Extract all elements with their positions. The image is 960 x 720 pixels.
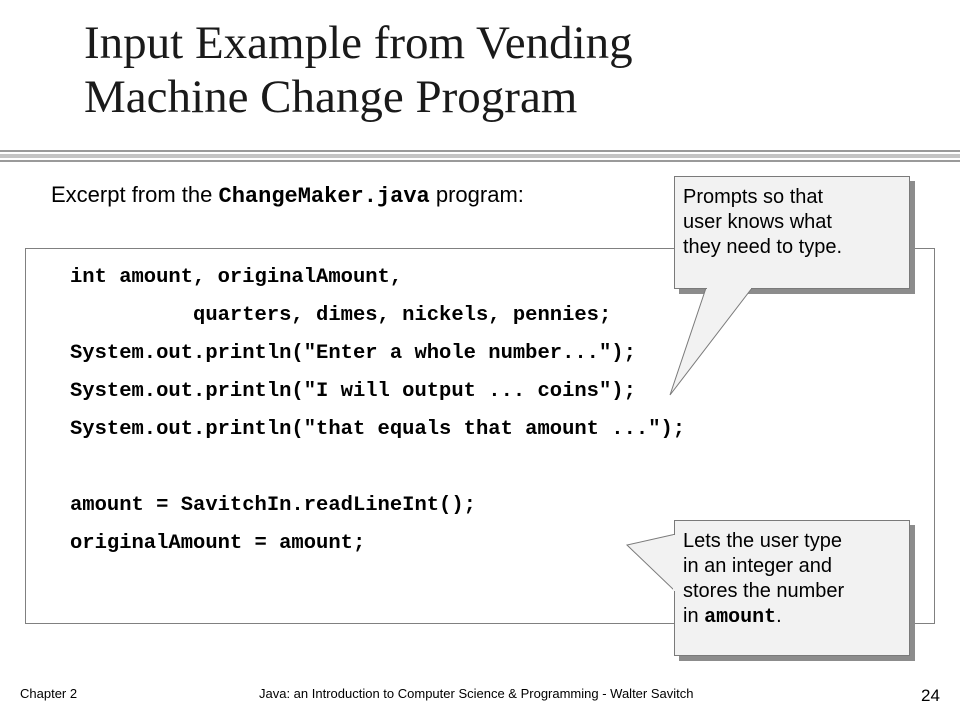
code-line: System.out.println("I will output ... coins"); — [70, 380, 636, 403]
code-line: int amount, originalAmount, — [70, 266, 403, 289]
footer-chapter: Chapter 2 — [20, 686, 78, 701]
callout-text: stores the number — [683, 580, 845, 602]
code-line: originalAmount = amount; — [70, 532, 366, 555]
callout-text: Prompts so that — [683, 186, 824, 208]
callout-text: . — [776, 605, 782, 627]
code-line: System.out.println("Enter a whole number..."); — [70, 342, 636, 365]
callout-text: Lets the user type — [683, 530, 842, 552]
code-line: System.out.println("that equals that amount ..."); — [70, 418, 686, 441]
title-line: Machine Change Program — [84, 71, 578, 123]
code-line: quarters, dimes, nickels, pennies; — [70, 304, 612, 327]
callout-text: in — [683, 605, 705, 627]
callout-code: amount — [704, 606, 777, 629]
excerpt-prefix: Excerpt from the — [51, 182, 219, 207]
excerpt-suffix: program: — [429, 182, 524, 207]
callout-text: user knows what — [683, 211, 832, 233]
title-line: Input Example from Vending — [84, 17, 633, 69]
callout-text: in an integer and — [683, 555, 833, 577]
footer-course: Java: an Introduction to Computer Science & Programming - Walter Savitch — [259, 686, 694, 701]
callout-text: they need to type. — [683, 236, 843, 258]
code-line: amount = SavitchIn.readLineInt(); — [70, 494, 476, 517]
excerpt-filename: ChangeMaker.java — [218, 184, 430, 209]
page-number: 24 — [921, 686, 940, 705]
